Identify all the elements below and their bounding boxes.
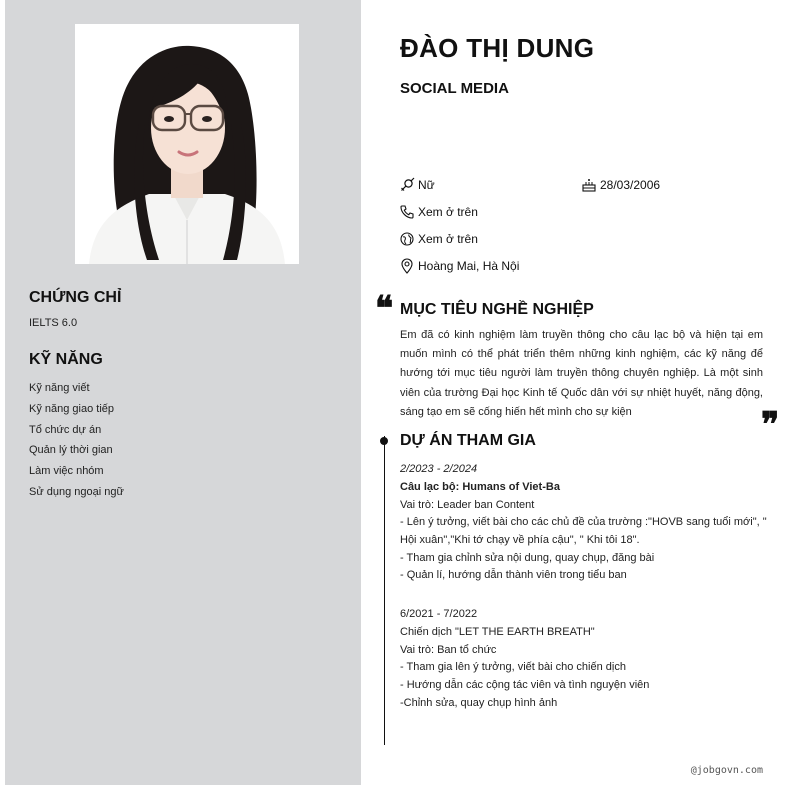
project-role: Vai trò: Leader ban Content: [400, 499, 535, 511]
skill-item: Kỹ năng viết: [29, 382, 90, 394]
close-quote-icon: ❞: [761, 405, 780, 445]
website-info: [399, 231, 478, 247]
cake-icon: [581, 177, 597, 193]
timeline-dot: [380, 437, 388, 445]
phone-icon: [399, 204, 415, 220]
skill-item: Làm việc nhóm: [29, 465, 104, 478]
gender-value: Nữ: [418, 178, 435, 192]
skill-item: Tổ chức dự án: [29, 423, 102, 436]
skill-item: Kỹ năng giao tiếp: [29, 402, 115, 415]
project-bullet: - Lên ý tưởng, viết bài cho các chủ đề của trường :"HOVB sang tuổi mới", " Hội xuân","Khi tớ chạy về phía cậu", " Khi tôi 18".: [400, 516, 767, 546]
project-role: Vai trò: Ban tổ chức: [400, 644, 497, 656]
website-value: Xem ở trên: [418, 232, 478, 246]
project-bullet: - Hướng dẫn các cộng tác viên và tình nguyện viên: [400, 678, 650, 691]
project-bullet: - Tham gia lên ý tưởng, viết bài cho chiến dịch: [400, 661, 626, 673]
sidebar: [5, 0, 361, 785]
skill-item: Sử dụng ngoại ngữ: [29, 485, 124, 498]
gender-icon: [399, 177, 415, 193]
project-org: Câu lạc bộ: Humans of Viet-Ba: [400, 481, 560, 493]
projects-heading: DỰ ÁN THAM GIA: [400, 432, 536, 449]
timeline-line: [384, 436, 385, 745]
objective-heading: MỤC TIÊU NGHỀ NGHIỆP: [400, 301, 594, 318]
location-icon: [399, 258, 415, 274]
address-info: [399, 258, 519, 274]
phone-info: [399, 204, 478, 220]
skill-item: Quản lý thời gian: [29, 444, 113, 457]
skills-heading: KỸ NĂNG: [29, 351, 103, 368]
gender-info: [399, 177, 435, 193]
watermark: @jobgovn.com: [690, 765, 763, 776]
birthday-info: [581, 177, 660, 193]
project-bullet: - Quản lí, hướng dẫn thành viên trong tiểu ban: [400, 569, 627, 582]
objective-text: Em đã có kinh nghiệm làm truyền thông cho câu lạc bộ và hiện tại em muốn mình có thể phát triển thêm những kinh nghiệm, các kỹ năng để hướng tới mục tiêu người làm truyền thông chuyên nghiệp. Là một sinh viên của trường Đại học Kinh tế Quốc dân với sự nhiệt huyết, năng động, sáng tạo em sẽ cống hiến hết mình cho sự kiện: [400, 329, 763, 418]
address-value: Hoàng Mai, Hà Nội: [418, 259, 520, 273]
project-bullet: -Chỉnh sửa, quay chụp hình ảnh: [400, 696, 558, 709]
project-period: 6/2021 - 7/2022: [400, 608, 478, 620]
candidate-role: SOCIAL MEDIA: [400, 80, 509, 97]
project-item: [400, 605, 772, 712]
birthday-value: 28/03/2006: [600, 178, 661, 192]
certificate-item: IELTS 6.0: [29, 317, 78, 329]
project-org: Chiến dịch "LET THE EARTH BREATH": [400, 626, 595, 638]
skills-list: [29, 378, 124, 503]
project-period: 2/2023 - 2/2024: [400, 463, 478, 475]
project-item: [400, 460, 772, 585]
profile-photo: [75, 24, 299, 264]
project-bullet: - Tham gia chỉnh sửa nội dung, quay chụp, đăng bài: [400, 551, 655, 564]
globe-icon: [399, 231, 415, 247]
certificates-heading: CHỨNG CHỈ: [29, 289, 122, 306]
phone-value: Xem ở trên: [418, 205, 478, 219]
open-quote-icon: ❝: [375, 289, 394, 329]
candidate-name: ĐÀO THỊ DUNG: [400, 33, 595, 63]
portrait-image: [75, 24, 299, 264]
